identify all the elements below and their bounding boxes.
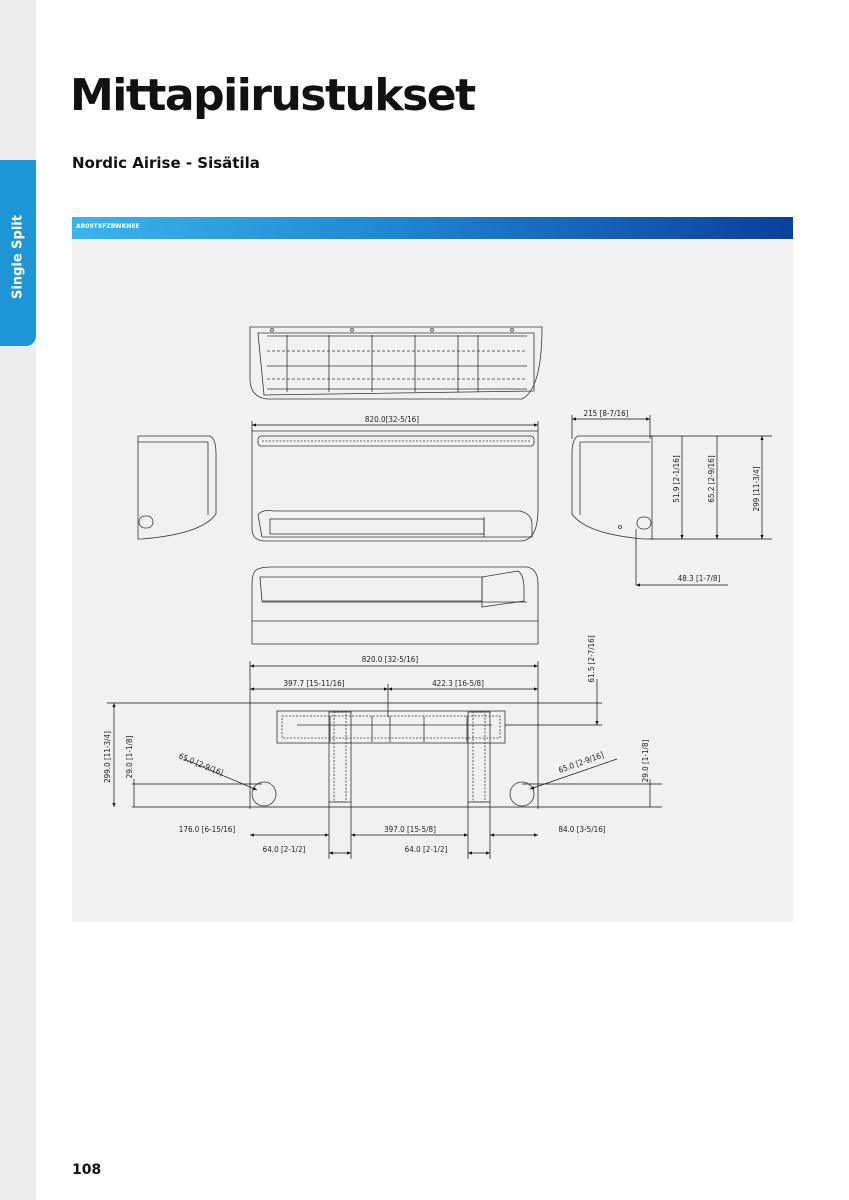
- hole-right-height-label: 29.0 [1-1/8]: [641, 739, 650, 783]
- bottom-view-unit: [252, 567, 538, 644]
- plate-height-label: 299.0 [11-3/4]: [103, 731, 112, 783]
- hole-right-diameter-label: 65.0 [2-9/16]: [557, 750, 605, 775]
- side-tab-label: Single Split: [10, 215, 26, 299]
- side-depth-label: 215 [8-7/16]: [583, 409, 629, 418]
- page-title: Mittapiirustukset: [70, 70, 475, 121]
- height-label: 299 [11-3/4]: [752, 466, 761, 512]
- bottom-left-label: 176.0 [6-15/16]: [178, 825, 236, 834]
- pipe-offset-2-label: 65.2 [2-9/16]: [707, 455, 716, 503]
- model-header-bar: [72, 217, 793, 239]
- hole-left-diameter-label: 65.0 [2-9/16]: [177, 751, 225, 778]
- page-number: 108: [72, 1162, 102, 1178]
- top-view-unit: [250, 327, 542, 399]
- front-width-label: 820.0[32-5/16]: [364, 415, 420, 424]
- right-side-view: [572, 436, 652, 539]
- side-bottom-label: 48.3 [1-7/8]: [677, 574, 721, 583]
- plate-left-label: 397.7 [15-11/16]: [283, 679, 345, 688]
- plate-top-offset-label: 61.5 [2-7/16]: [587, 635, 596, 683]
- bottom-right-label: 84.0 [3-5/16]: [558, 825, 606, 834]
- pipe-offset-1-label: 51.9 [2-1/16]: [672, 455, 681, 503]
- bottom-center-label: 397.0 [15-5/8]: [384, 825, 436, 834]
- dimension-drawing: [72, 239, 793, 922]
- bracket-right-label: 64.0 [2-1/2]: [404, 845, 448, 854]
- left-side-view: [138, 436, 216, 539]
- front-view-unit: [252, 431, 538, 541]
- bracket-left-label: 64.0 [2-1/2]: [262, 845, 306, 854]
- page-subtitle: Nordic Airise - Sisätila: [72, 154, 260, 172]
- model-code: AR09TXFZBWKNEE: [76, 223, 140, 230]
- hole-left-height-label: 29.0 [1-1/8]: [125, 735, 134, 779]
- dimension-drawing-panel: [72, 239, 793, 922]
- plate-right-label: 422.3 [16-5/8]: [432, 679, 484, 688]
- installation-plate: [252, 711, 534, 806]
- plate-width-label: 820.0 [32-5/16]: [361, 655, 419, 664]
